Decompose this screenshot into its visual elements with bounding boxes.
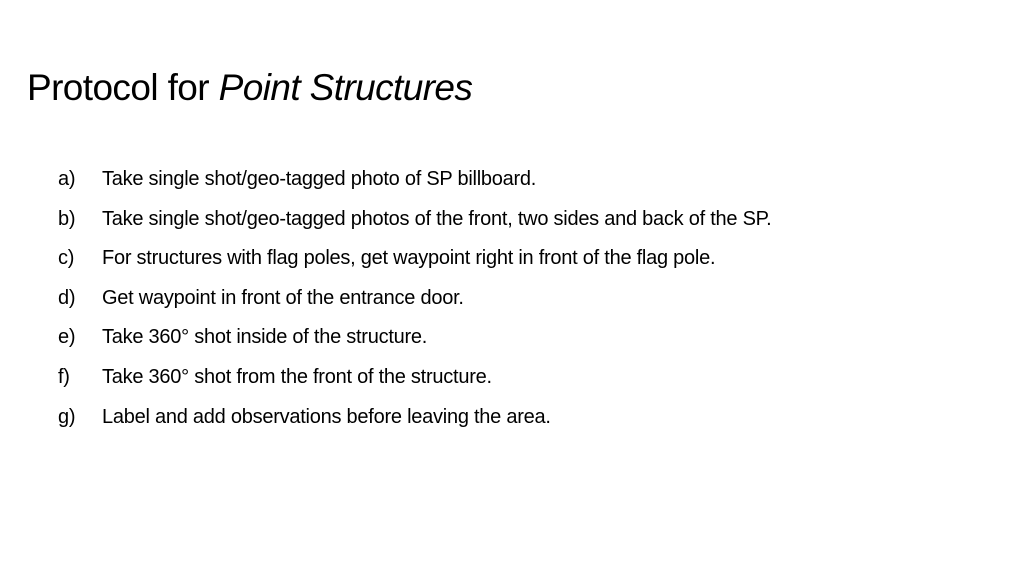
list-item [58,285,771,312]
list-item-text: Take 360° shot from the front of the structure. [102,365,492,388]
list-marker: b) [58,207,76,230]
list-item-text: For structures with flag poles, get waypoint right in front of the flag pole. [102,247,716,270]
list-item-text: Take 360° shot inside of the structure. [102,326,428,349]
protocol-list [58,166,771,443]
list-item [58,166,771,193]
title-emphasis: Point Structures [218,67,473,108]
list-marker: e) [58,326,76,349]
list-item [58,206,771,233]
list-item-text: Take single shot/geo-tagged photos of the front, two sides and back of the SP. [102,207,772,230]
list-item [58,364,771,391]
list-marker: d) [58,286,76,309]
list-item-text: Label and add observations before leaving the area. [102,405,551,428]
list-item-text: Take single shot/geo-tagged photo of SP billboard. [102,168,537,190]
list-marker: f) [58,365,70,388]
list-item-text: Get waypoint in front of the entrance door. [102,286,464,309]
list-item [58,404,771,431]
list-marker: g) [58,405,76,428]
slide-title [27,68,472,109]
list-item [58,245,771,272]
list-marker: c) [58,247,75,270]
list-marker: a) [58,168,76,190]
title-prefix: Protocol for [27,67,219,108]
list-item [58,324,771,351]
